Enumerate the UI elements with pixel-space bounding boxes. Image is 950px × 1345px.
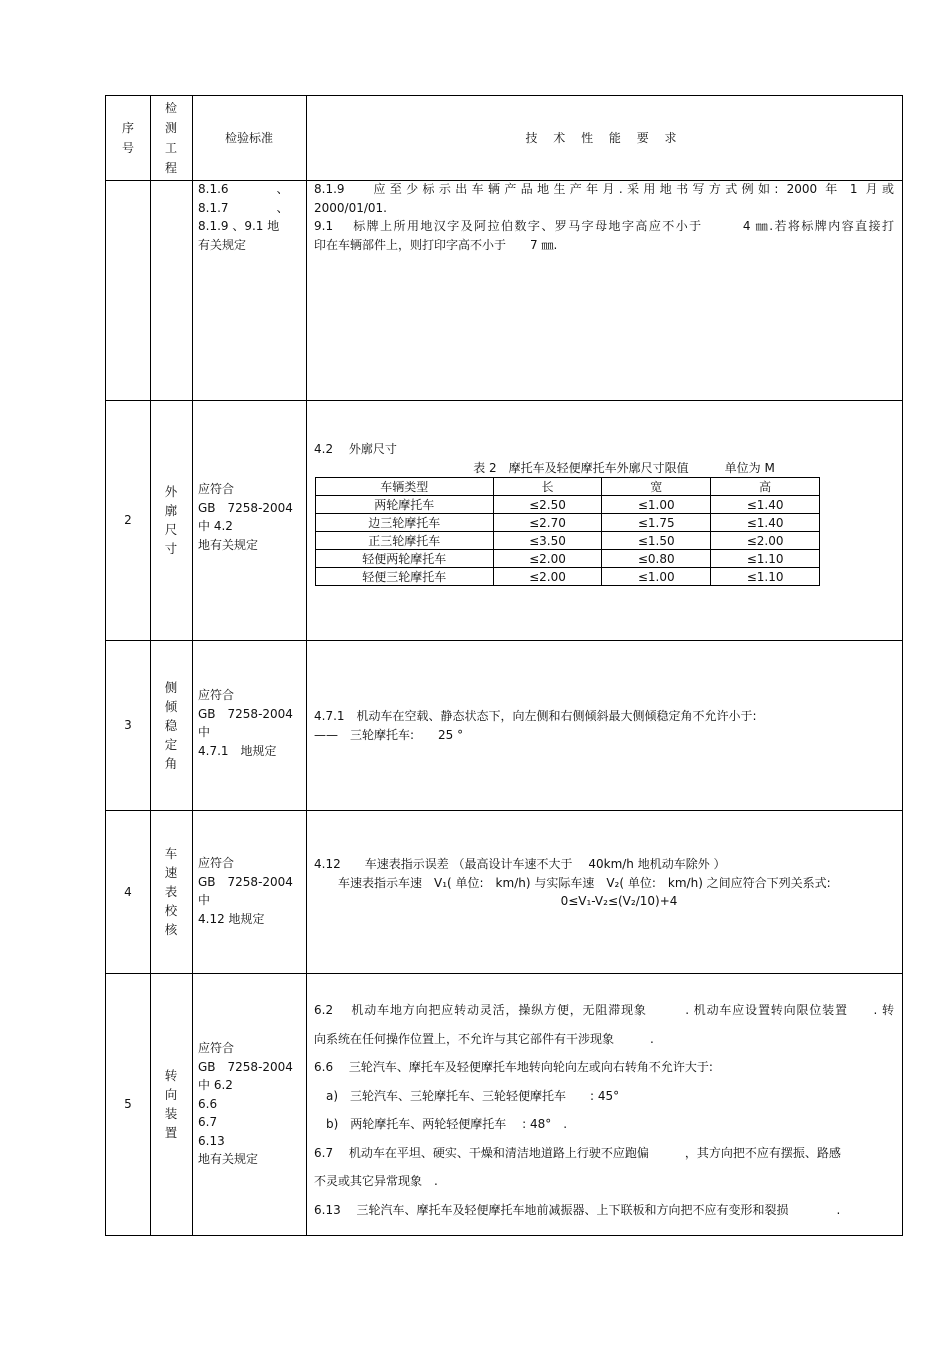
req-line: 印在车辆部件上，则打印字高不小于 7 ㎜. xyxy=(314,237,558,252)
row2-requirement xyxy=(306,440,902,586)
table-cell: 边三轮摩托车 xyxy=(316,514,494,532)
req-line: 2000/01/01. xyxy=(314,200,387,215)
table-cell: ≤1.50 xyxy=(602,532,711,550)
row2-standard: 应符合 GB 7258-2004 中 4.2 地有关规定 xyxy=(198,482,293,552)
table-cell: ≤1.40 xyxy=(711,514,820,532)
table-row xyxy=(316,496,820,514)
row5-standard: 应符合 GB 7258-2004 中 6.2 6.6 6.7 6.13 地有关规定 xyxy=(198,1041,293,1166)
header-seq xyxy=(106,96,150,180)
table-caption: 表 2 摩托车及轻便摩托车外廓尺寸限值 单位为 M xyxy=(473,460,775,475)
formula: 0≤V₁-V₂≤(V₂/10)+4 xyxy=(560,894,678,908)
table-cell: ≤1.00 xyxy=(602,496,711,514)
table-row xyxy=(316,550,820,568)
table-cell: 轻便两轮摩托车 xyxy=(316,550,494,568)
req-line: 6.7 机动车在平坦、硬实、干燥和清洁地道路上行驶不应跑偏 ，其方向把不应有摆振、路感 xyxy=(314,1145,841,1160)
req-line: 8.1.9 应至少标示出车辆产品地生产年月.采用地书写方式例如: 2000 年 1 月或 xyxy=(314,182,894,196)
row4-requirement xyxy=(306,855,902,911)
table-header-row xyxy=(316,478,820,496)
req-line: 9.1 标牌上所用地汉字及阿拉伯数字、罗马字母地字高应不小于 4 ㎜.若将标牌内容直接打 xyxy=(314,219,894,233)
table-cell: ≤2.00 xyxy=(711,532,820,550)
header-standard xyxy=(192,96,306,180)
req-line: 6.6 三轮汽车、摩托车及轻便摩托车地转向轮向左或向右转角不允许大于: xyxy=(314,1060,713,1074)
table-cell: 轻便三轮摩托车 xyxy=(316,568,494,586)
inspection-table xyxy=(105,95,903,1236)
table-cell: ≤1.40 xyxy=(711,496,820,514)
row1-seq xyxy=(106,180,150,400)
table-row xyxy=(316,514,820,532)
req-line: 4.7.1 机动车在空载、静态状态下，向左侧和右侧倾斜最大侧倾稳定角不允许小于: xyxy=(314,709,757,723)
table-cell: ≤0.80 xyxy=(602,550,711,568)
row5-requirement xyxy=(306,996,902,1224)
row-divider xyxy=(106,400,902,401)
table-cell: ≤1.75 xyxy=(602,514,711,532)
table-header-cell: 长 xyxy=(493,478,602,496)
table-cell: ≤2.70 xyxy=(493,514,602,532)
table-cell: ≤1.10 xyxy=(711,550,820,568)
row3-item-text: 侧倾稳定角 xyxy=(164,679,178,771)
row4-item-text: 车速表校核 xyxy=(164,846,178,937)
req-line: 不灵或其它异常现象 . xyxy=(314,1174,438,1188)
row-divider xyxy=(106,640,902,641)
header-item-text: 检测工程 xyxy=(164,101,177,175)
row2-item xyxy=(150,400,192,640)
table-cell: ≤1.00 xyxy=(602,568,711,586)
row-divider xyxy=(106,810,902,811)
row4-standard: 应符合 GB 7258-2004 中 4.12 地规定 xyxy=(198,856,293,926)
row5-item xyxy=(150,973,192,1235)
table-cell: ≤3.50 xyxy=(493,532,602,550)
table-header-cell: 车辆类型 xyxy=(316,478,494,496)
req-line: 6.13 三轮汽车、摩托车及轻便摩托车地前减振器、上下联板和方向把不应有变形和裂损 . xyxy=(314,1202,841,1217)
row3-standard: 应符合 GB 7258-2004 中 4.7.1 地规定 xyxy=(198,688,293,758)
row4-seq: 4 xyxy=(124,884,132,899)
req-line: 车速表指示车速 V₁( 单位: km/h) 与实际车速 V₂( 单位: km/h) 之间应符合下列关系式: xyxy=(314,875,831,890)
row4-item xyxy=(150,810,192,973)
row3-seq: 3 xyxy=(124,718,132,732)
header-requirement xyxy=(306,96,902,180)
row3-item xyxy=(150,640,192,810)
req-line: 4.12 车速表指示误差 （最高设计车速不大于 40km/h 地机动车除外 ） xyxy=(314,857,726,871)
row1-requirement xyxy=(306,180,902,254)
table-cell: ≤2.00 xyxy=(493,568,602,586)
table-row xyxy=(316,532,820,550)
table-cell: ≤2.00 xyxy=(493,550,602,568)
row1-item xyxy=(150,180,192,400)
req-line: a) 三轮汽车、三轮摩托车、三轮轻便摩托车 : 45° xyxy=(314,1088,620,1103)
row1-standard: 8.1.6 、 8.1.7 、 8.1.9 、9.1 地 有关规定 xyxy=(198,182,289,252)
header-standard-text: 检验标准 xyxy=(224,131,273,145)
req-line: 6.2 机动车地方向把应转动灵活，操纵方便，无阻滞现象 . 机动车应设置转向限位装置 . 转 xyxy=(314,1003,894,1017)
table-cell: ≤2.50 xyxy=(493,496,602,514)
req-line: 向系统在任何操作位置上，不允许与其它部件有干涉现象 . xyxy=(314,1031,654,1046)
req-line: —— 三轮摩托车: 25 ° xyxy=(314,727,464,742)
table-cell: 正三轮摩托车 xyxy=(316,532,494,550)
header-requirement-text: 技 术 性 能 要 求 xyxy=(525,131,683,145)
table-header-cell: 高 xyxy=(711,478,820,496)
row2-item-text: 外廓尺寸 xyxy=(164,484,178,556)
row-divider xyxy=(106,973,902,974)
header-item xyxy=(150,96,192,180)
req-title: 4.2 外廓尺寸 xyxy=(314,442,397,456)
table-cell: 两轮摩托车 xyxy=(316,496,494,514)
row2-seq: 2 xyxy=(124,513,132,527)
table-row xyxy=(316,568,820,586)
header-seq-text: 序号 xyxy=(121,121,134,155)
row3-requirement xyxy=(306,707,902,744)
table-cell: ≤1.10 xyxy=(711,568,820,586)
table-header-cell: 宽 xyxy=(602,478,711,496)
row5-item-text: 转向装置 xyxy=(164,1068,178,1140)
req-line: b) 两轮摩托车、两轮轻便摩托车 : 48° . xyxy=(314,1117,568,1131)
dimension-table xyxy=(315,477,820,586)
row5-seq: 5 xyxy=(124,1097,132,1111)
